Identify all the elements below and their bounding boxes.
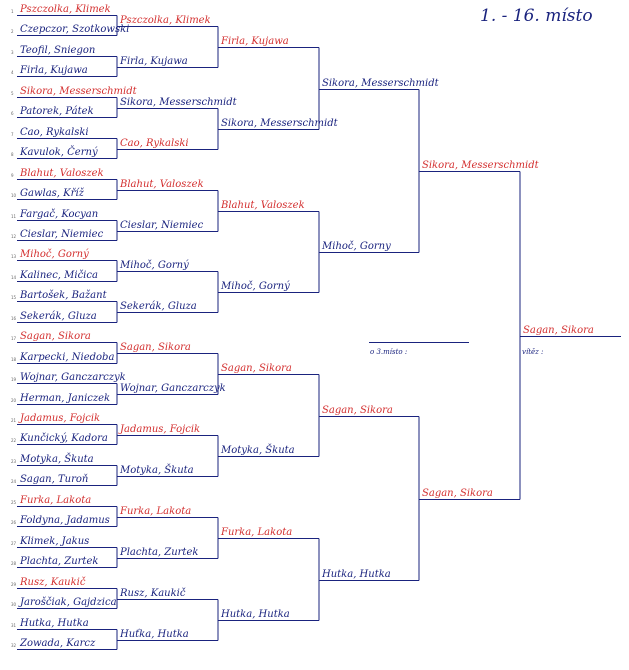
seed-number: 31 [11, 622, 17, 628]
team-round2: Sekerák, Gluza [120, 300, 197, 312]
team-round2: Cao, Rykalski [120, 137, 189, 149]
third-place-label: o 3.místo : [370, 348, 408, 356]
team-round4: Sagan, Sikora [322, 404, 393, 416]
team-round5: Sikora, Messerschmidt [422, 159, 539, 171]
team-round3: Blahut, Valoszek [221, 199, 305, 211]
seed-number: 17 [11, 335, 17, 341]
team-round2: Wojnar, Ganczarczyk [120, 382, 226, 394]
team-round3: Hutka, Hutka [221, 608, 290, 620]
team-round2: Cieslar, Niemiec [120, 219, 204, 231]
team-round3: Mihoč, Gorný [221, 280, 290, 292]
team-round2: Blahut, Valoszek [120, 178, 204, 190]
team-r1: Sagan, Turoň [20, 473, 89, 485]
winner-label: vítěz : [522, 348, 544, 356]
seed-number: 13 [11, 253, 17, 259]
team-final: Sagan, Sikora [523, 324, 594, 336]
team-r1: Hutka, Hutka [20, 617, 89, 629]
team-round3: Sagan, Sikora [221, 362, 292, 374]
team-r1: Teofil, Sniegon [20, 44, 96, 56]
team-r1: Bartošek, Bažant [20, 289, 107, 301]
team-r1: Blahut, Valoszek [20, 167, 104, 179]
team-r1: Jaroščiak, Gajdzica [20, 596, 117, 608]
seed-number: 19 [11, 376, 17, 382]
seed-number: 29 [11, 581, 17, 587]
team-round2: Firla, Kujawa [120, 55, 188, 67]
team-r1: Karpecki, Niedoba [20, 351, 115, 363]
team-r1: Foldyna, Jadamus [20, 514, 110, 526]
team-r1: Pszczolka, Klimek [20, 3, 111, 15]
team-round2: Mihoč, Gorný [120, 259, 189, 271]
team-r1: Klimek, Jakus [20, 535, 90, 547]
seed-number: 8 [11, 151, 14, 157]
seed-number: 25 [11, 499, 17, 505]
seed-number: 1 [11, 8, 14, 14]
seed-number: 26 [11, 519, 17, 525]
seed-number: 6 [11, 110, 14, 116]
team-round2: Furka, Lakota [120, 505, 192, 517]
seed-number: 28 [11, 560, 17, 566]
team-r1: Zowada, Karcz [20, 637, 96, 649]
team-r1: Czepczor, Szotkowski [20, 23, 130, 35]
seed-number: 16 [11, 315, 17, 321]
seed-number: 24 [11, 478, 17, 484]
team-r1: Rusz, Kaukič [20, 576, 86, 588]
team-r1: Cao, Rykalski [20, 126, 89, 138]
seed-number: 11 [11, 213, 17, 219]
team-round4: Mihoč, Gorny [322, 240, 391, 252]
team-r1: Plachta, Zurtek [20, 555, 99, 567]
seed-number: 22 [11, 437, 17, 443]
seed-number: 2 [11, 28, 14, 34]
seed-number: 4 [11, 69, 14, 75]
team-round3: Motyka, Škuta [221, 444, 295, 456]
seed-number: 14 [11, 274, 17, 280]
team-r1: Wojnar, Ganczarczyk [20, 371, 126, 383]
seed-number: 32 [11, 642, 17, 648]
seed-number: 20 [11, 397, 17, 403]
seed-number: 30 [11, 601, 17, 607]
team-r1: Sekerák, Gluza [20, 310, 97, 322]
team-round2: Pszczolka, Klimek [120, 14, 211, 26]
team-r1: Kavulok, Černý [20, 146, 98, 158]
team-r1: Firla, Kujawa [20, 64, 88, 76]
team-round4: Sikora, Messerschmidt [322, 77, 439, 89]
seed-number: 3 [11, 49, 14, 55]
seed-number: 10 [11, 192, 17, 198]
team-round2: Jadamus, Fojcik [120, 423, 201, 435]
page-title: 1. - 16. místo [480, 6, 593, 26]
team-r1: Furka, Lakota [20, 494, 92, 506]
team-r1: Kalinec, Mičica [20, 269, 98, 281]
team-round2: Sikora, Messerschmidt [120, 96, 237, 108]
team-round3: Firla, Kujawa [221, 35, 289, 47]
seed-number: 7 [11, 131, 14, 137]
team-round2: Plachta, Zurtek [120, 546, 199, 558]
seed-number: 23 [11, 458, 17, 464]
team-round4: Hutka, Hutka [322, 568, 391, 580]
team-r1: Herman, Janiczek [20, 392, 111, 404]
seed-number: 21 [11, 417, 17, 423]
team-r1: Sagan, Sikora [20, 330, 91, 342]
seed-number: 9 [11, 172, 14, 178]
team-round3: Sikora, Messerschmidt [221, 117, 338, 129]
team-r1: Fargač, Kocyan [20, 208, 99, 220]
seed-number: 15 [11, 294, 17, 300]
team-r1: Jadamus, Fojcik [20, 412, 101, 424]
seed-number: 12 [11, 233, 17, 239]
team-r1: Sikora, Messerschmidt [20, 85, 137, 97]
team-round2: Sagan, Sikora [120, 341, 191, 353]
team-r1: Mihoč, Gorný [20, 248, 89, 260]
team-round5: Sagan, Sikora [422, 487, 493, 499]
team-r1: Patorek, Pátek [20, 105, 94, 117]
team-round3: Furka, Lakota [221, 526, 293, 538]
team-round2: Rusz, Kaukič [120, 587, 186, 599]
seed-number: 5 [11, 90, 14, 96]
team-r1: Gawlas, Kříž [20, 187, 84, 199]
team-round2: Huťka, Hutka [120, 628, 189, 640]
seed-number: 27 [11, 540, 17, 546]
team-r1: Cieslar, Niemiec [20, 228, 104, 240]
seed-number: 18 [11, 356, 17, 362]
team-r1: Kunčický, Kadora [20, 432, 108, 444]
team-r1: Motyka, Škuta [20, 453, 94, 465]
team-round2: Motyka, Škuta [120, 464, 194, 476]
